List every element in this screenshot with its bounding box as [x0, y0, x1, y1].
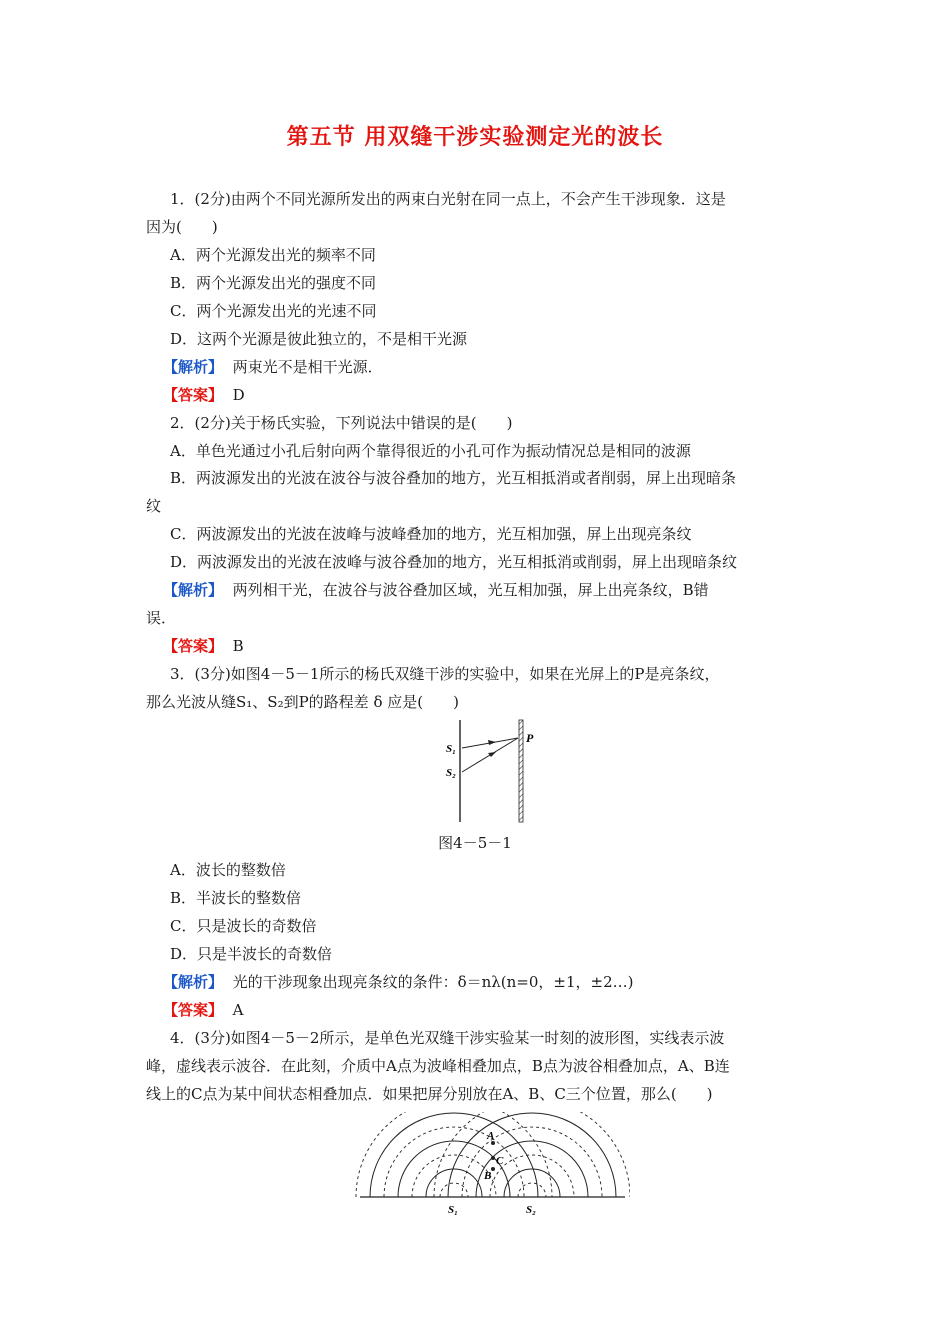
q2-option-b-line1: B．两波源发出的光波在波谷与波谷叠加的地方，光互相抵消或者削弱，屏上出现暗条 — [170, 469, 737, 487]
q3-analysis — [163, 972, 633, 992]
q1-option-d: D．这两个光源是彼此独立的，不是相干光源 — [170, 330, 468, 348]
s2-crest-1 — [504, 1169, 560, 1197]
q2-option-b-line2: 纹 — [146, 497, 162, 515]
q4-stem-line3: 线上的C点为某中间状态相叠加点．如果把屏分别放在A、B、C三个位置，那么( ) — [146, 1085, 713, 1103]
answer-tag: 【答案】 — [163, 1001, 224, 1019]
q3-answer — [163, 1000, 243, 1020]
q1-option-b: B．两个光源发出光的强度不同 — [170, 274, 377, 292]
point-c — [491, 1156, 495, 1160]
q4-stem-line1: 4．(3分)如图4－5－2所示，是单色光双缝干涉实验某一时刻的波形图，实线表示波 — [170, 1029, 725, 1047]
q2-option-d: D．两波源发出的光波在波峰与波谷叠加的地方，光互相抵消或削弱，屏上出现暗条纹 — [170, 553, 738, 571]
q1-option-a: A．两个光源发出光的频率不同 — [170, 246, 376, 264]
q1-stem-line2: 因为( ) — [146, 218, 218, 236]
analysis-tag: 【解析】 — [163, 973, 224, 991]
q4-stem-line2: 峰，虚线表示波谷．在此刻，介质中A点为波峰相叠加点，B点为波谷相叠加点，A、B连 — [146, 1057, 730, 1075]
label-b: B — [484, 1170, 492, 1182]
label-s1: S₁ — [448, 1204, 458, 1216]
q2-option-a: A．单色光通过小孔后射向两个靠得很近的小孔可作为振动情况总是相同的波源 — [170, 442, 691, 460]
label-a: A — [487, 1130, 495, 1142]
analysis-tag: 【解析】 — [163, 358, 224, 376]
point-b — [491, 1167, 495, 1171]
q3-option-b: B．半波长的整数倍 — [170, 889, 302, 907]
s2-trough-1 — [518, 1183, 546, 1197]
q1-answer — [163, 385, 245, 405]
label-s2: S₂ — [446, 767, 456, 779]
s1-trough-1 — [440, 1183, 468, 1197]
answer-tag: 【答案】 — [163, 637, 224, 655]
q3-stem-line2: 那么光波从缝S₁、S₂到P的路程差 δ 应是( ) — [146, 693, 459, 711]
q3-stem-line1: 3．(3分)如图4－5－1所示的杨氏双缝干涉的实验中，如果在光屏上的P是亮条纹， — [170, 665, 720, 683]
q2-stem: 2．(2分)关于杨氏实验，下列说法中错误的是( ) — [170, 414, 513, 432]
q1-stem-line1: 1．(2分)由两个不同光源所发出的两束白光射在同一点上，不会产生干涉现象．这是 — [170, 190, 726, 208]
figure-4-5-2 — [350, 1112, 630, 1216]
q2-answer-text: B — [232, 637, 244, 655]
label-s2: S₂ — [526, 1204, 536, 1216]
s2-crest-3 — [448, 1113, 616, 1197]
screen — [519, 720, 523, 822]
q3-option-a: A．波长的整数倍 — [170, 861, 286, 879]
label-s1: S₁ — [446, 743, 456, 755]
s2-trough-3 — [462, 1127, 602, 1197]
q1-answer-text: D — [232, 386, 245, 404]
q3-analysis-text: 光的干涉现象出现亮条纹的条件：δ＝nλ(n=0，±1，±2…) — [232, 973, 634, 991]
q2-answer — [163, 636, 244, 656]
q2-analysis-text: 两列相干光，在波谷与波谷叠加区域，光互相加强，屏上出亮条纹，B错 — [232, 581, 709, 599]
label-c: C — [496, 1155, 504, 1167]
q3-answer-text: A — [232, 1001, 244, 1019]
arrow-head — [488, 752, 496, 757]
q1-analysis-text: 两束光不是相干光源． — [232, 358, 383, 376]
q2-analysis-line2: 误． — [146, 609, 177, 627]
q2-option-c: C．两波源发出的光波在波峰与波峰叠加的地方，光互相加强，屏上出现亮条纹 — [170, 525, 692, 543]
answer-tag: 【答案】 — [163, 386, 224, 404]
figure-4-5-1 — [440, 718, 540, 826]
q2-analysis — [163, 580, 709, 600]
q1-option-c: C．两个光源发出光的光速不同 — [170, 302, 377, 320]
s1-crest-1 — [426, 1169, 482, 1197]
analysis-tag: 【解析】 — [163, 581, 224, 599]
arrow-head — [488, 740, 496, 745]
s1-crest-3 — [370, 1113, 538, 1197]
figure-caption: 图4－5－1 — [438, 834, 512, 852]
page-title: 第五节 用双缝干涉实验测定光的波长 — [286, 125, 664, 150]
label-p: P — [526, 731, 534, 745]
q1-analysis — [163, 357, 383, 377]
q3-option-c: C．只是波长的奇数倍 — [170, 917, 317, 935]
q3-option-d: D．只是半波长的奇数倍 — [170, 945, 333, 963]
